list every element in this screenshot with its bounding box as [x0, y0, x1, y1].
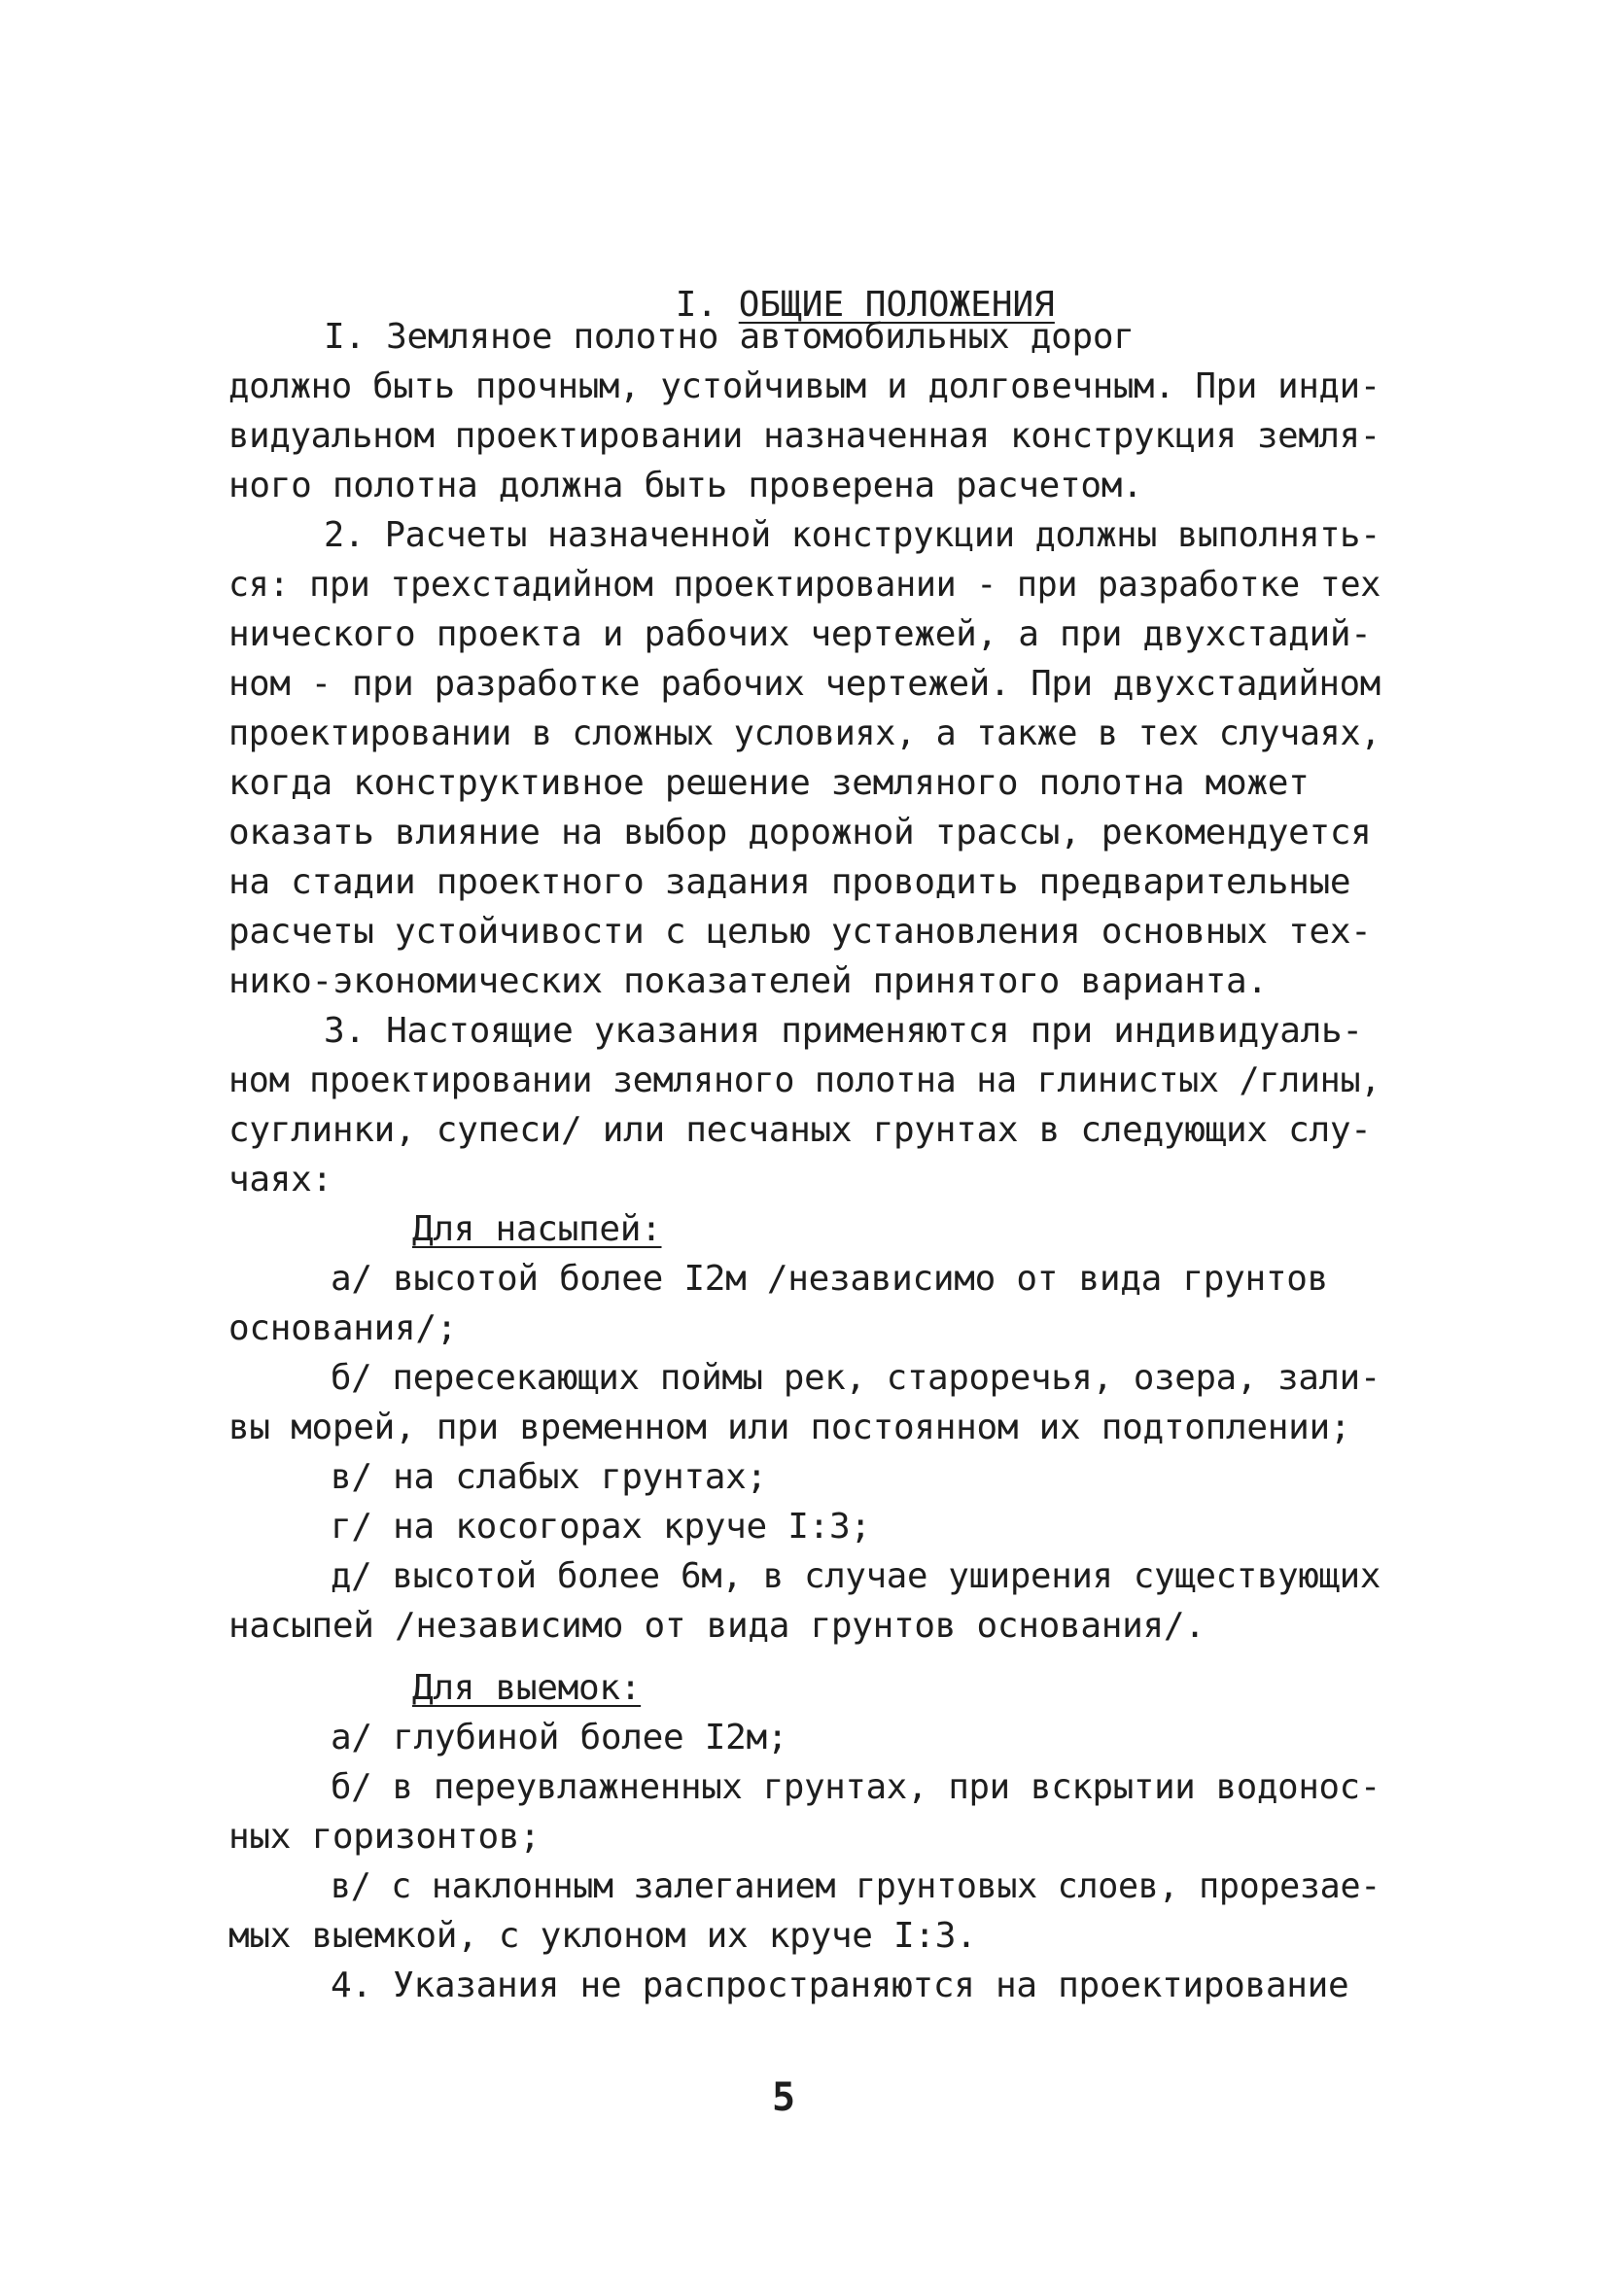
body-line: должно быть прочным, устойчивым и долговечным. При инди- [228, 366, 1381, 406]
page-number: 5 [772, 2075, 796, 2120]
body-line: вы морей, при временном или постоянном их подтоплении; [228, 1408, 1351, 1447]
section-number: I. [675, 285, 718, 325]
body-line: нического проекта и рабочих чертежей, а при двухстадий- [228, 614, 1372, 654]
body-line: б/ пересекающих поймы рек, староречья, озера, зали- [331, 1358, 1381, 1398]
body-line: насыпей /независимо от вида грунтов основания/. [228, 1606, 1206, 1646]
section-title: ОБЩИЕ ПОЛОЖЕНИЯ [738, 285, 1055, 325]
body-line: на стадии проектного задания проводить предварительные [228, 862, 1351, 902]
subheading-embankments: Для насыпей: [412, 1209, 662, 1249]
body-line: в/ на слабых грунтах; [331, 1457, 767, 1497]
body-line: 4. Указания не распространяются на проектирование [331, 1966, 1349, 2005]
body-line: а/ высотой более I2м /независимо от вида грунтов [331, 1259, 1328, 1299]
body-line: ном проектировании земляного полотна на глинистых /глины, [228, 1061, 1381, 1100]
body-line: расчеты устойчивости с целью установления основных тех- [228, 912, 1372, 952]
body-line: проектировании в сложных условиях, а также в тех случаях, [228, 713, 1381, 753]
body-line: ном - при разработке рабочих чертежей. При двухстадийном [228, 664, 1381, 704]
body-line: 3. Настоящие указания применяются при индивидуаль- [324, 1011, 1363, 1051]
body-line: суглинки, супеси/ или песчаных грунтах в следующих слу- [228, 1110, 1372, 1150]
body-line: видуальном проектировании назначенная конструкция земля- [228, 416, 1381, 456]
body-line: I. Земляное полотно автомобильных дорог [324, 317, 1135, 357]
body-line: ного полотна должна быть проверена расчетом. [228, 466, 1143, 505]
body-line: оказать влияние на выбор дорожной трассы, рекомендуется [228, 813, 1372, 852]
body-line: д/ высотой более 6м, в случае уширения существующих [331, 1556, 1381, 1596]
subheading-cuts: Для выемок: [412, 1668, 642, 1708]
body-line: основания/; [228, 1308, 458, 1348]
body-line: б/ в переувлажненных грунтах, при вскрытии водонос- [331, 1767, 1381, 1807]
body-line: 2. Расчеты назначенной конструкции должны выполнять- [324, 515, 1381, 555]
body-line: г/ на косогорах круче I:3; [331, 1507, 871, 1547]
body-line: в/ с наклонным залеганием грунтовых слоев, прорезае- [331, 1866, 1381, 1906]
body-line: ся: при трехстадийном проектировании - при разработке тех [228, 565, 1381, 605]
body-line: а/ глубиной более I2м; [331, 1718, 788, 1757]
body-line: когда конструктивное решение земляного полотна может [228, 763, 1310, 803]
body-line: нико-экономических показателей принятого варианта. [228, 961, 1268, 1001]
body-line: ных горизонтов; [228, 1817, 541, 1857]
body-line: мых выемкой, с уклоном их круче I:3. [228, 1916, 977, 1956]
body-line: чаях: [228, 1160, 332, 1200]
